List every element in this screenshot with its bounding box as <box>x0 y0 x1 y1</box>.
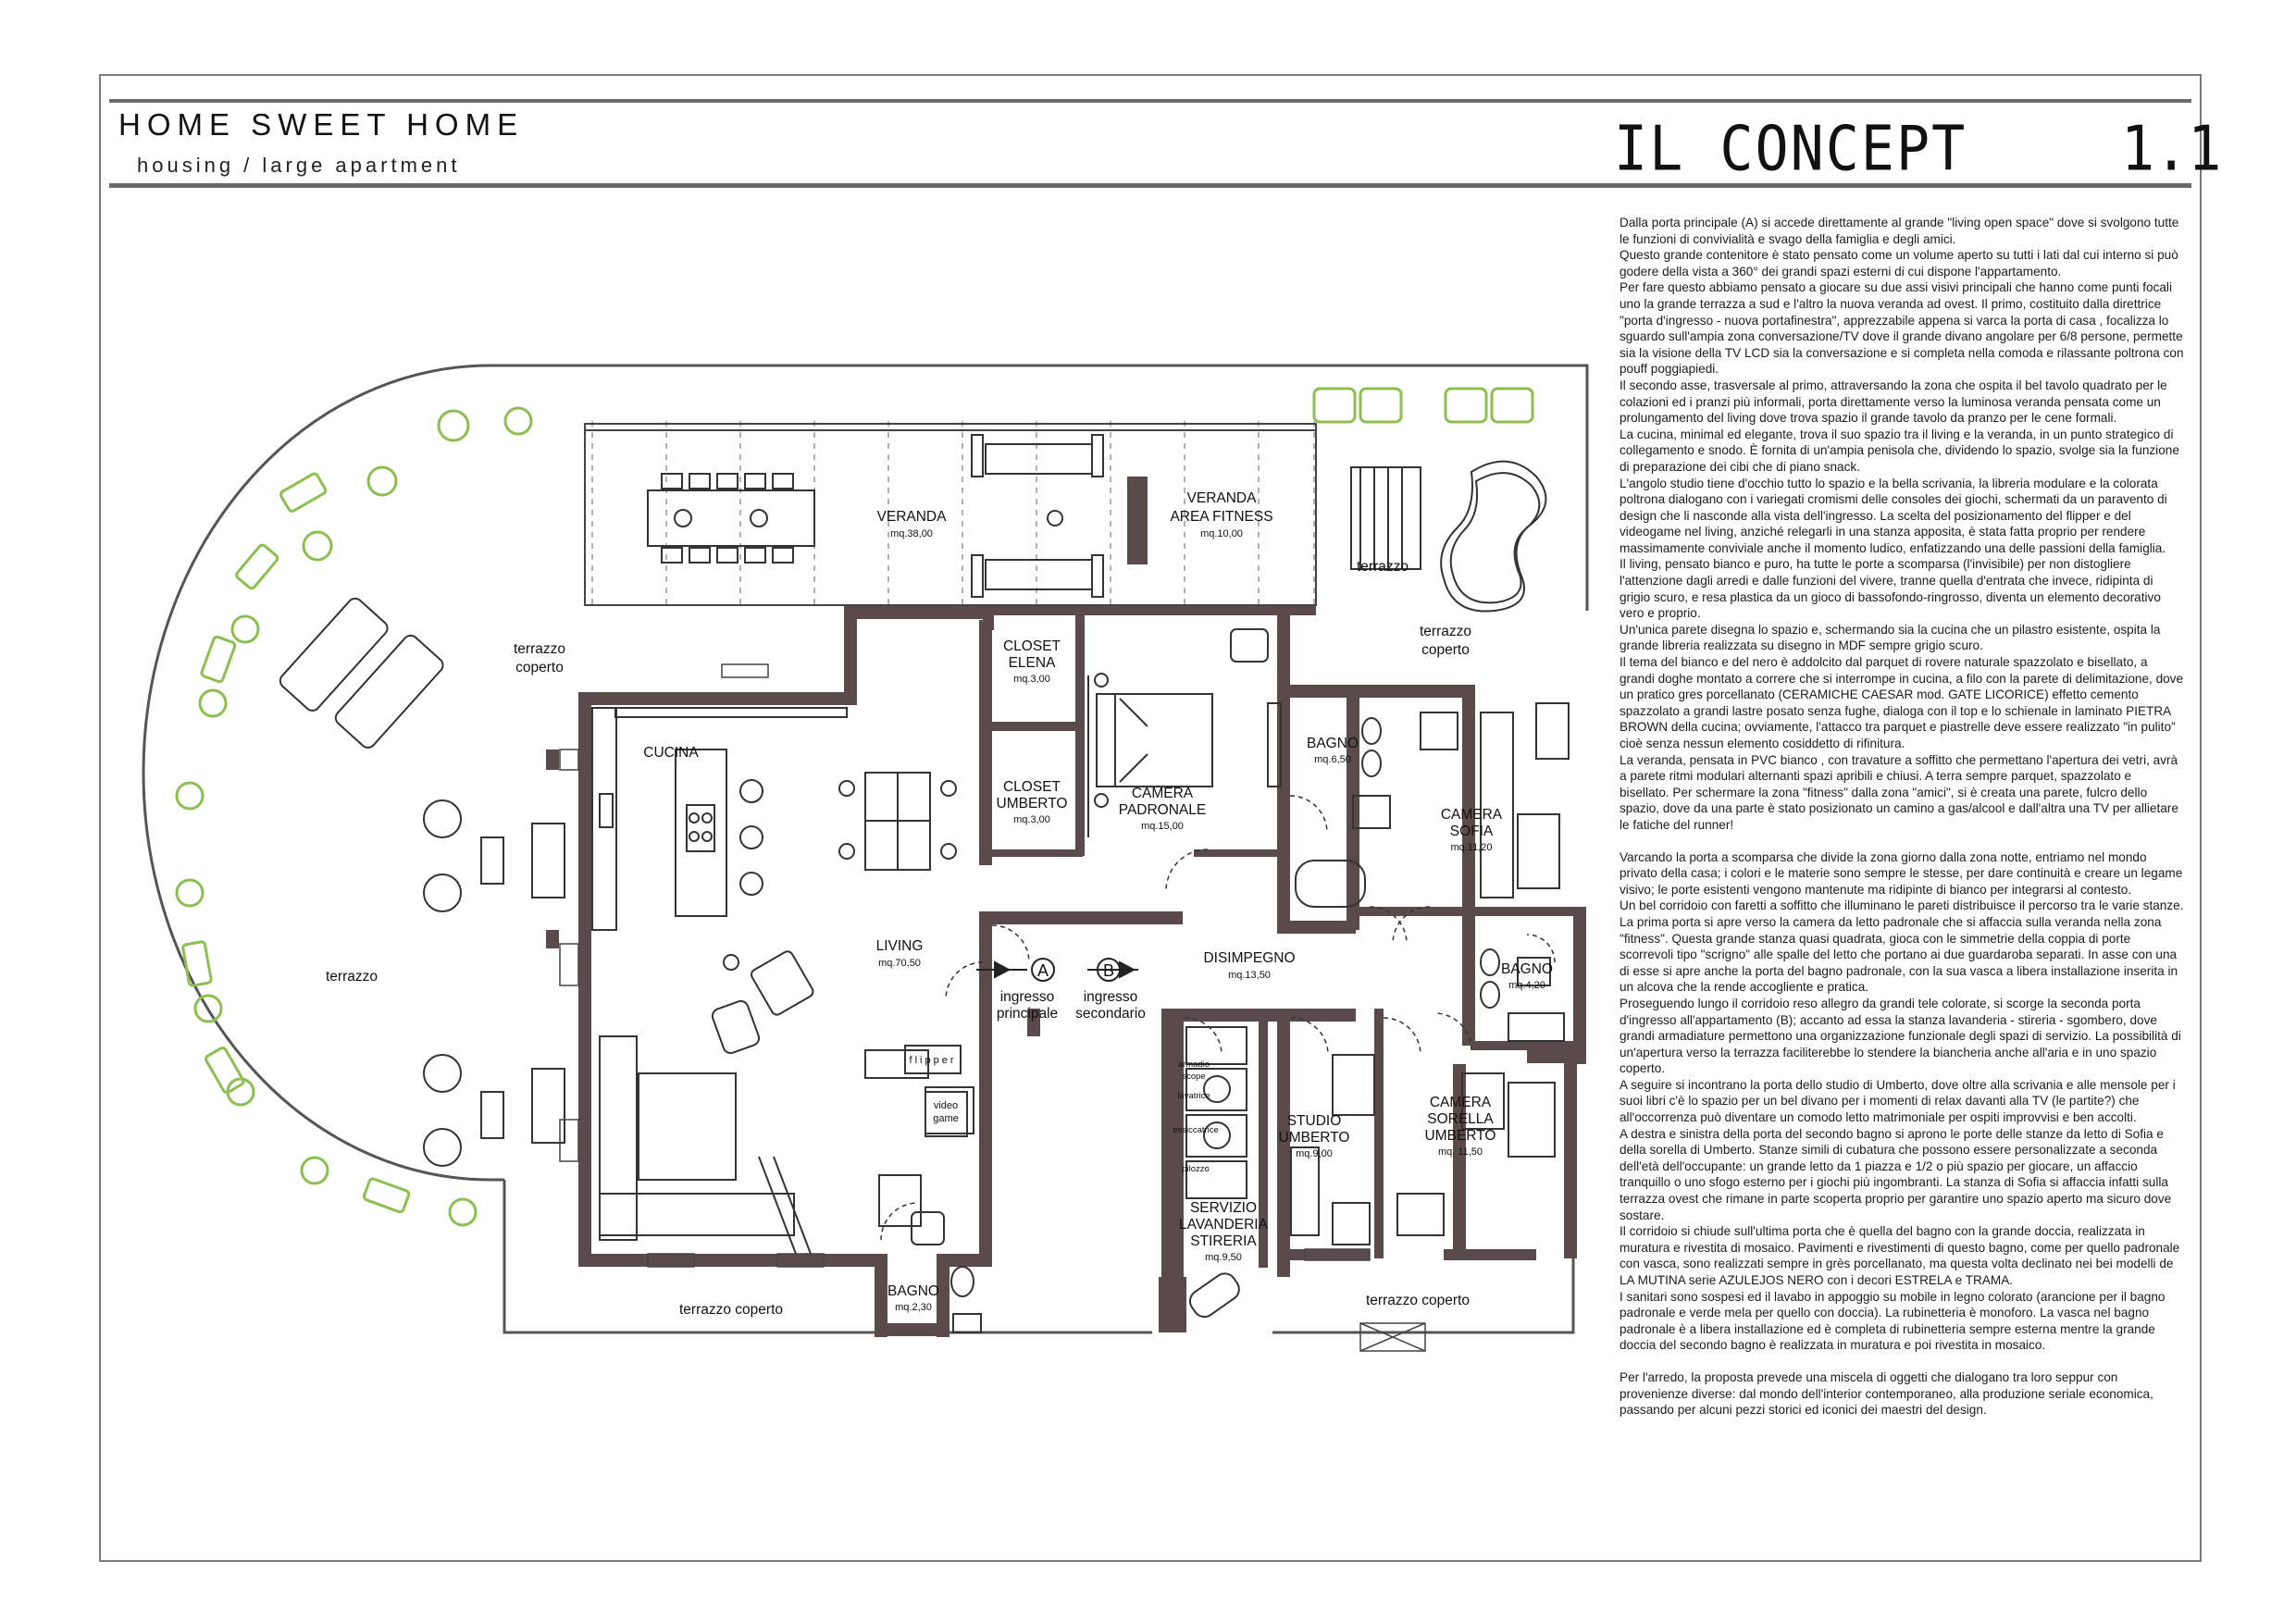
label-pilozzo: pilozzo <box>1182 1164 1210 1174</box>
label-camera-sorella-3: UMBERTO <box>1424 1128 1496 1144</box>
breakfast-table <box>839 773 956 870</box>
label-servizio-1: SERVIZIO <box>1189 1200 1258 1216</box>
label-cucina: CUCINA <box>643 745 699 761</box>
concept-text <box>1620 215 2184 1547</box>
label-ingresso-secondario-1: ingresso <box>1083 989 1138 1005</box>
area-servizio: mq.9,50 <box>1205 1252 1242 1263</box>
concept-paragraph: Il tema del bianco e del nero è addolcito dal parquet di rovere naturale spazzolato e bisellato, a grandi doghe montato a correre che si interrompe in cucina, a filo con la parete di delimitazione, dove un pratico gres porcellanato (CERAMICHE CAESAR mod. GATE LICORICE) effetto cemento spazzolato a grandi lastre posato senza fughe, dialoga con il top e lo schienale in laminato PIETRA BROWN della cucina; ovviamente, l'attacco tra parquet e piastrelle deve essere realizzato "in pulito" cioè senza nessun elemento cosiddetto di rifinitura. <box>1620 655 2184 750</box>
project-subtitle: housing / large apartment <box>137 154 461 177</box>
concept-paragraph: Proseguendo lungo il corridoio reso allegro da grandi tele colorate, si scorge la seconda porta d'ingresso all'appartamento (B); accanto ad essa la stanza lavanderia - stireria - sgombero, dove grandi armadiature permettono una organizzazione funzionale degli spazi di servizio. La possibilità di un'apertura verso la terrazza faciliterebbe lo stendere la biancheria anche all'aria e in uno spazio coperto. <box>1620 996 2181 1076</box>
entrance-b-marker: B <box>1102 961 1115 980</box>
concept-paragraph: Un'unica parete disegna lo spazio e, schermando sia la cucina che un pilastro esistente, ospita la grande libreria realizzata su disegno in MDF sempre grigio scuro. <box>1620 622 2161 653</box>
concept-paragraph: L'angolo studio tiene d'occhio tutto lo spazio e la bella scrivania, la libreria modulare e la colorata poltrona dialogano con i variegati cromismi delle consoles dei giochi, schermati da un paravento di design che li nasconde alla vista dell'ingresso. La scelta del posizionamento del flipper e del videogame nel living, anziché relegarli in una stanza apposita, è stata fatta proprio per rendere massimamente conviviale anche il momento ludico, enfatizzando una delle passioni della famiglia. <box>1620 476 2167 555</box>
label-terrazzo-coperto-e1: terrazzo <box>1420 624 1471 639</box>
label-essiccatrice: essiccatrice <box>1173 1125 1219 1135</box>
label-flipper: flipper <box>909 1055 957 1066</box>
label-lavatrice: lavatrice <box>1177 1091 1210 1101</box>
label-ingresso-principale-1: ingresso <box>999 989 1055 1005</box>
concept-paragraph: La veranda, pensata in PVC bianco , con travature a soffitto che permettano l'apertura dei vetri, avrà a parete ritmi modulari alternanti spazi apribili e chiusi. A terra sempre parquet, spazzolato e bisellato. Per schermare la zona "fitness" dalla zona "amici", si è creata una parete, fulcro dello spazio, dove da una parte è stato posizionato un camino a gas/alcool e dall'altra una TV per allietare le fatiche del runner! <box>1620 752 2178 832</box>
label-terrazzo-coperto-s: terrazzo coperto <box>679 1302 783 1318</box>
area-studio: mq.9,00 <box>1296 1148 1333 1159</box>
sheet-title: IL CONCEPT <box>1614 113 1967 186</box>
label-terrazzo-coperto-w1: terrazzo <box>514 641 565 657</box>
area-camera-sofia: mq.11,20 <box>1450 842 1493 853</box>
area-camera-padronale: mq.15,00 <box>1141 821 1184 832</box>
label-camera-sorella-2: SORELLA <box>1427 1111 1494 1127</box>
label-ingresso-principale-2: principale <box>996 1006 1059 1022</box>
label-studio-2: UMBERTO <box>1278 1130 1350 1146</box>
label-veranda-fitness-1: VERANDA <box>1186 490 1257 506</box>
fireplace-wall <box>1127 477 1148 564</box>
concept-paragraph: Un bel corridoio con faretti a soffitto che illuminano le pareti distribuisce il percorso tra le varie stanze. <box>1620 898 2184 913</box>
label-camera-sofia-1: CAMERA <box>1440 807 1503 823</box>
area-closet-umberto: mq.3,00 <box>1013 814 1050 825</box>
concept-paragraph: Per fare questo abbiamo pensato a giocare su due assi visivi principali che hanno come punti focali uno la grande terrazza a sud e l'altro la nuova veranda ad ovest. Il primo, costituito dalla direttrice "porta d'ingresso - nuova portafinestra", apprezzabile appena si varca la porta di casa , focalizza lo sguardo sull'ampia zona conversazione/TV dove il grande divano angolare per 6/8 persone, permette sia la visione della TV LCD sia la conversazione e si completa nella comoda e rilassante poltrona con pouff poggiapiedi. <box>1620 280 2184 377</box>
label-terrazzo-coperto-se: terrazzo coperto <box>1366 1293 1470 1308</box>
label-closet-umberto-1: CLOSET <box>1002 779 1061 795</box>
concept-paragraph: Per l'arredo, la proposta prevede una miscela di oggetti che dialogano tra loro seppur con provenienze diverse: dal mondo dell'interior contemporaneo, alla produzione seriale economica, passando per alcuni pezzi storici ed iconici dei maestri del design. <box>1620 1369 2153 1418</box>
concept-paragraph: La prima porta si apre verso la camera da letto padronale che si affaccia sulla veranda nella zona "fitness". Questa grande stanza quasi quadrata, gioca con le simmetrie della coppia di porte scorrevoli tipo "scrigno" alle spalle del letto che portano ai due guardaroba separati. In asse con una di esse si apre anche la porta del bagno padronale, con la sua vasca a libera installazione inserita in un alcova che la rende accogliente e pratica. <box>1620 914 2178 995</box>
label-veranda: VERANDA <box>876 509 947 525</box>
veranda-sofas <box>972 435 1103 597</box>
concept-paragraph: Dalla porta principale (A) si accede direttamente al grande "living open space" dove si svolgono tutte le funzioni di convivialità e svago della famiglia e degli amici. <box>1620 216 2179 246</box>
area-disimpegno: mq.13,50 <box>1228 970 1271 981</box>
concept-paragraph: A seguire si incontrano la porta dello studio di Umberto, dove oltre alla scrivania e alle mensole per i suoi libri c'è lo spazio per un bel divano per i momenti di relax davanti alla TV (le partite?) che all'occorrenza può diventare un comodo letto matrimoniale per ospiti improvvisi e ben accolti. <box>1620 1077 2176 1125</box>
label-terrazzo-w: terrazzo <box>326 969 378 985</box>
windows <box>560 664 1425 1351</box>
sheet-number: 1.1 <box>2121 113 2222 186</box>
label-terrazzo-coperto-w2: coperto <box>515 660 564 675</box>
concept-paragraph: La cucina, minimal ed elegante, trova il suo spazio tra il living e la veranda, in un punto strategico di collegamento e snodo. È fornita di un'ampia penisola che, dividendo lo spazio, svolge sia la funzione di preparazione dei cibi che di piano snack. <box>1620 427 2179 474</box>
label-living: LIVING <box>875 938 924 954</box>
label-ingresso-secondario-2: secondario <box>1075 1006 1146 1022</box>
label-armadio: armadio <box>1177 1059 1210 1070</box>
label-terrazzo-coperto-e2: coperto <box>1421 642 1470 658</box>
area-camera-sorella: mq. 11,50 <box>1437 1146 1483 1158</box>
walls <box>578 606 1586 1337</box>
label-studio-1: STUDIO <box>1286 1113 1342 1129</box>
concept-paragraph: I sanitari sono sospesi ed il lavabo in appoggio su mobile in legno colorato (arancione per il bagno padronale e verde mela per quello con doccia). La rubinetteria è monoforo. La vasca nel bagno padronale è a libera installazione ed è completa di rubinetteria sempre esterna mentre la grande doccia del secondo bagno è realizzata in muratura e poi rivestita in mosaico. <box>1620 1289 2166 1353</box>
concept-paragraph: Questo grande contenitore è stato pensato come un volume aperto su tutti i lati dal cui interno si può godere della vista a 360° dei grandi spazi esterni di cui dispone l'appartamento. <box>1620 248 2178 279</box>
label-veranda-fitness-2: AREA FITNESS <box>1170 509 1273 525</box>
label-camera-padronale-1: CAMERA <box>1131 786 1194 801</box>
label-camera-sorella-1: CAMERA <box>1429 1095 1492 1110</box>
entrance-a-marker: A <box>1036 961 1049 980</box>
label-camera-padronale-2: PADRONALE <box>1118 802 1207 818</box>
project-title: HOME SWEET HOME <box>118 107 525 142</box>
label-servizio-3: STIRERIA <box>1190 1233 1257 1249</box>
label-closet-elena-1: CLOSET <box>1002 638 1061 654</box>
area-closet-elena: mq.3,00 <box>1013 674 1050 685</box>
area-bagno-ospiti: mq.2,30 <box>895 1302 932 1313</box>
label-video: video <box>933 1100 959 1111</box>
concept-paragraph: Il secondo asse, trasversale al primo, attraversando la zona che ospita il bel tavolo quadrato per le colazioni ed i pranzi più informali, porta direttamente verso la luminosa veranda pensata come un prolungamento del living dove trova spazio il grande tavolo da pranzo per le cene formali. <box>1620 378 2167 426</box>
label-camera-sofia-2: SOFIA <box>1449 824 1494 839</box>
area-bagno-2: mq.4,20 <box>1508 980 1545 991</box>
area-veranda: mq.38,00 <box>890 528 933 539</box>
concept-paragraph: Il living, pensato bianco e puro, ha tutte le porte a scomparsa (l'invisibile) per non distogliere l'attenzione dagli arredi e dalle funzioni del vivere, tranne quella d'entrata che invece, ridipinta di grigio scuro, e resa plastica da un gioco di bassofondo-ringrosso, diventa un elemento decorativo vero e proprio. <box>1620 557 2161 621</box>
area-veranda-fitness: mq.10,00 <box>1200 528 1243 539</box>
sun-loungers <box>278 596 446 751</box>
dining-table-veranda <box>648 474 814 563</box>
planters <box>177 389 1533 1225</box>
label-scope: scope <box>1182 1072 1206 1082</box>
label-closet-elena-2: ELENA <box>1008 655 1056 671</box>
label-bagno-padronale: BAGNO <box>1307 736 1359 751</box>
kitchen-furniture <box>592 708 847 930</box>
label-terrazzo-ne: terrazzo <box>1357 559 1409 575</box>
area-bagno-padronale: mq.6,50 <box>1314 754 1351 765</box>
pillars <box>546 750 559 948</box>
concept-paragraph: A destra e sinistra della porta del secondo bagno si aprono le porte delle stanze da letto di Sofia e della sorella di Umberto. Stanze simili di cubatura che possono essere personalizzate a seconda dell'età dell'occupante: un grande letto da 1 piazza e 1/2 o più spazio per giocare, un affaccio tranquillo o uno sfogo esterno per i giochi più ingombranti. La stanza di Sofia si affaccia infatti sulla terrazza ovest che rimane in parte scoperta proprio per garantire uno spazio aperto ma sicuro dove sostare. <box>1620 1126 2172 1222</box>
west-terrace-furniture <box>424 800 565 1166</box>
label-bagno-ospiti: BAGNO <box>887 1283 939 1299</box>
living-furniture <box>600 949 974 1254</box>
area-living: mq.70,50 <box>878 958 921 969</box>
label-game: game <box>933 1113 959 1124</box>
pool <box>1351 462 1545 612</box>
label-servizio-2: LAVANDERIA <box>1179 1217 1268 1233</box>
concept-paragraph: Il corridoio si chiude sull'ultima porta che è quella del bagno con la grande doccia, realizzata in muratura e rivestita di mosaico. Pavimenti e rivestimenti di questo bagno, come per quello padronale con vasca, sono realizzati sempre in grès porcellanato, ma questa volta declinato nei bei modelli de LA MUTINA serie AZULEJOS NERO con i decori ESTRELA e TRAMA. <box>1620 1224 2180 1287</box>
label-bagno-2: BAGNO <box>1501 961 1553 977</box>
label-closet-umberto-2: UMBERTO <box>996 796 1068 812</box>
label-disimpegno: DISIMPEGNO <box>1203 950 1296 966</box>
concept-paragraph: Varcando la porta a scomparsa che divide la zona giorno dalla zona notte, entriamo nel mondo privato della casa; i colori e le materie sono sempre le stesse, per dare continuità e creare un legame visivo; le porte esistenti vengono mantenute ma ridipinte di bianco per integrarsi al contesto. <box>1620 849 2183 897</box>
